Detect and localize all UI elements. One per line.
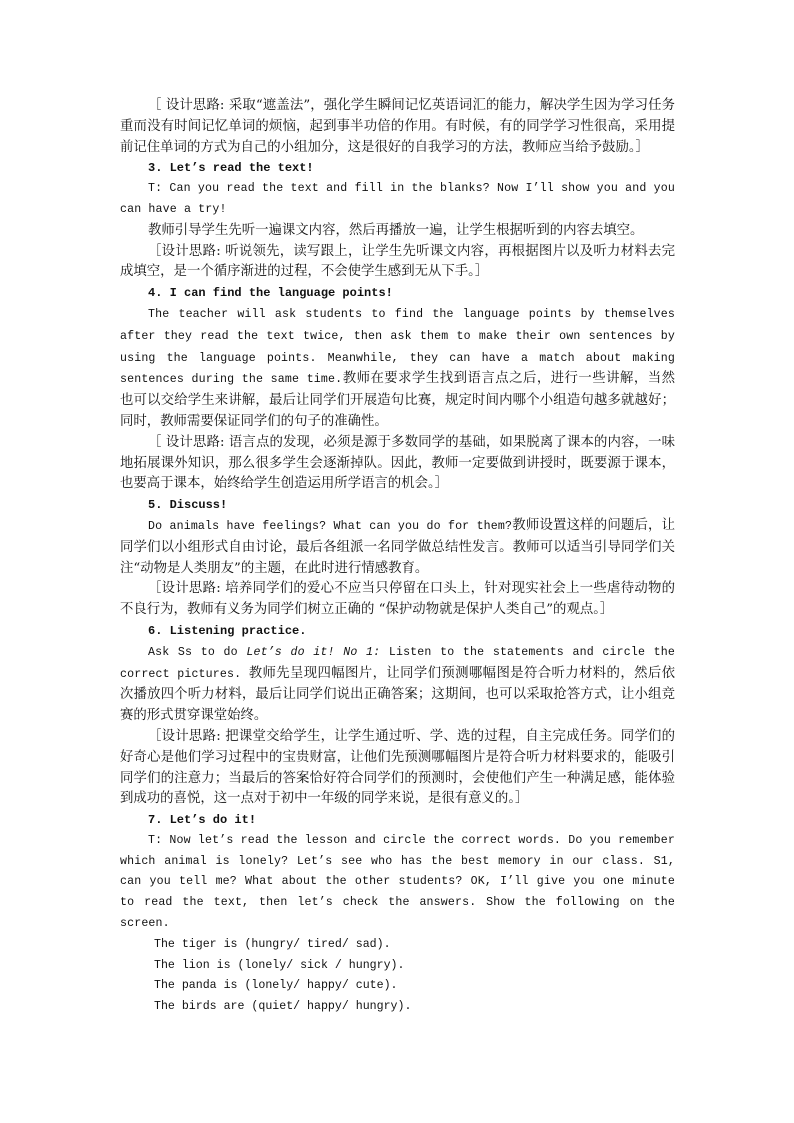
design-note-3: ［设计思路: 听说领先，读写跟上，让学生先听课文内容，再根据图片以及听力材料去完成填空，是一个循序渐进的过程，不会使学生感到无从下手。］ xyxy=(120,243,675,280)
design-note-5: ［设计思路: 培养同学们的爱心不应当只停留在口头上，针对现实社会上一些虐待动物的不良行为，教师有义务为同学们树立正确的 “保护动物就是保护人类自己”的观点。］ xyxy=(120,581,675,618)
section-heading-3: 3. Let’s read the text! xyxy=(148,161,314,176)
design-note-4: ［ 设计思路: 语言点的发现，必须是源于多数同学的基础，如果脱离了课本的内容，一味地拓展课外知识，那么很多学生会逐渐掉队。因此，教师一定要做到讲授时，既要源于课本，也要高于课本，始终给学生创造运用所学语言的机会。］ xyxy=(120,434,675,492)
document-page xyxy=(120,96,675,1018)
exercise-option: The lion is (lonely/ sick / hungry). xyxy=(154,958,405,972)
paragraph-5-english: Do animals have feelings? What can you do for them? xyxy=(148,519,513,533)
exercise-option: The panda is (lonely/ happy/ cute). xyxy=(154,979,398,993)
teacher-prompt-7: T: Now let’s read the lesson and circle the correct words. Do you remember which animal is lonely? Let’s see who has the best memory in our class. S1, can you tell me? What about the other students? OK, I’ll give you one minute to read the text, then let’s check the answers. Show the following on the screen. xyxy=(120,833,675,931)
paragraph-4-english: The teacher will ask students to find the language points by themselves after they read the text twice, then ask them to make their own sentences by using the language points. Meanwhile, they can have a match about making sentences during the same time. xyxy=(120,307,675,387)
section-heading-6: 6. Listening practice. xyxy=(148,623,307,638)
paragraph-6-chinese: 教师先呈现四幅图片，让同学们预测哪幅图是符合听力材料的，然后依次播放四个听力材料，最后让同学们说出正确答案；这期间，也可以采取抢答方式，让小组竞赛的形式贯穿课堂始终。 xyxy=(120,665,676,724)
paragraph-5-chinese: 教师设置这样的问题后，让同学们以小组形式自由讨论，最后各组派一名同学做总结性发言。教师可以适当引导同学们关注“动物是人类朋友”的主题，在此时进行情感教育。 xyxy=(120,517,675,576)
design-note-6: ［设计思路: 把课堂交给学生，让学生通过听、学、选的过程，自主完成任务。同学们的好奇心是他们学习过程中的宝贵财富，让他们先预测哪幅图片是符合听力材料要求的，能吸引同学们的注意力；当最后的答案恰好符合同学们的预测时，会使他们产生一种满足感，能体验到成功的喜悦，这一点对于初中一年级的同学来说，是很有意义的。］ xyxy=(120,728,675,807)
paragraph-6-ask: Ask Ss to do xyxy=(148,645,247,659)
section-heading-5: 5. Discuss! xyxy=(148,498,228,513)
design-note-1: ［ 设计思路: 采取“遮盖法”，强化学生瞬间记忆英语词汇的能力，解决学生因为学习任务重而没有时间记忆单词的烦恼，起到事半功倍的作用。有时候，有的同学学习性很高，采用提前记住单词的方式为自己的小组加分，这是很好的自我学习的方法，教师应当给予鼓励。］ xyxy=(120,98,675,155)
paragraph-6-english: Listen to the statements and circle the correct pictures. xyxy=(120,645,675,681)
exercise-option: The birds are (quiet/ happy/ hungry). xyxy=(154,1000,412,1014)
section-heading-7: 7. Let’s do it! xyxy=(148,813,257,828)
paragraph-4 xyxy=(120,304,675,433)
exercise-option: The tiger is (hungry/ tired/ sad). xyxy=(154,937,391,951)
paragraph-4-chinese: 教师在要求学生找到语言点之后，进行一些讲解，当然也可以交给学生来讲解，最后让同学们开展造句比赛，规定时间内哪个小组造句越多就越好；同时，教师需要保证同学们的句子的准确性。 xyxy=(120,371,675,429)
paragraph-5 xyxy=(120,516,675,579)
paragraph-6-task: Let’s do it! No 1: xyxy=(246,645,381,659)
instruction-3: 教师引导学生先听一遍课文内容，然后再播放一遍，让学生根据听到的内容去填空。 xyxy=(148,222,644,238)
teacher-prompt-3: T: Can you read the text and fill in the blanks? Now I’ll show you and you can have a try! xyxy=(120,182,675,216)
section-heading-4: 4. I can find the language points! xyxy=(148,286,393,301)
paragraph-6 xyxy=(120,642,675,727)
